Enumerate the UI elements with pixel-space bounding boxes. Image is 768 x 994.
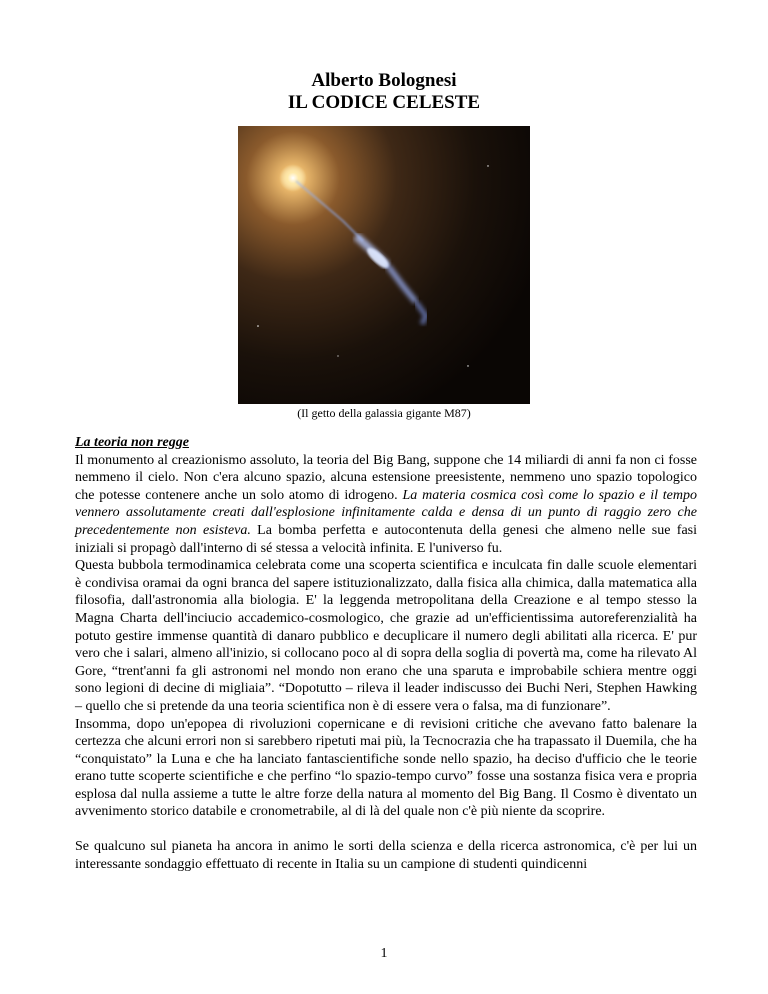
galaxy-image [238,126,530,404]
paragraph-4: Se qualcuno sul pianeta ha ancora in animo le sorti della scienza e della ricerca astronomica, c'è per lui un interessante sondaggio effettuato di recente in Italia su un campione di studenti quindicenni [75,839,697,872]
paragraph-2: Questa bubbola termodinamica celebrata come una scoperta scientifica e inculcata fin dalle scuole elementari è condivisa oramai da ogni branca del sapere istituzionalizzato, dalla fisica alla chimica, dalla matematica alla filosofia, dall'astronomia alla biologia. E' la leggenda metropolitana della Creazione e al tempo stesso la Magna Charta dell'inciucio accademico-cosmologico, che grazie ad un'efficientissima autoreferenzialità ha potuto gestire immense quantità di danaro pubblico e decuplicare il numero degli abilitati alla ricerca. E' pur vero che i salari, almeno all'inizio, si collocano poco al di sopra della soglia di povertà ma, come ha rilevato Al Gore, “trent'anni fa gli astronomi nel mondo non erano che una sparuta e improbabile schiera mentre oggi sono legioni di decine di migliaia”. “Dopotutto – rileva il leader indiscusso dei Buchi Neri, Stephen Hawking – quello che si pretende da una teoria scientifica non è di essere vera o falsa, ma di funzionare”. [75,558,697,714]
document-title: IL CODICE CELESTE [287,92,481,113]
article-body [75,434,697,873]
paragraph-1-text-b: La bomba perfetta e autocontenuta della genesi che almeno nelle sue fasi iniziali si propagò dall'interno di sé stessa a velocità infinita. E l'universo fu. [75,522,697,556]
paragraph-1-text-a: Il monumento al creazionismo assoluto, la teoria del Big Bang, suppone che 14 miliardi di anni fa non ci fosse nemmeno il cielo. Non c'era alcuno spazio, alcuna estensione preesistente, nemmeno uno spazio topologico che potesse contenere anche un solo atomo di idrogeno. [75,452,697,503]
paragraph-3: Insomma, dopo un'epopea di rivoluzioni copernicane e di revisioni critiche che avevano fatto balenare la certezza che alcuni errori non si sarebbero ripetuti mai più, la Tecnocrazia che ha trapassato il Duemila, che ha “conquistato” la Luna e che ha lanciato fantascientifiche sonde nello spazio, ha deciso d'ufficio che le teorie erano tutte scoperte scientifiche e che perfino “lo spazio-tempo curvo” fosse una sostanza fisica vera e propria esplosa dal nulla assieme a tutte le altre forze della natura al momento del Big Bang. Il Cosmo è diventato un avvenimento storico databile e cronometrabile, al di là del quale non c'è più niente da scoprire. [75,716,697,820]
paragraph-1-italic: La materia cosmica così come lo spazio e il tempo vennero assolutamente creati dall'esplosione infinitamente calda e densa di un punto di raggio zero che precedentemente non esisteva. [75,487,697,538]
author-name: Alberto Bolognesi [311,70,457,91]
m87-jet-picture [238,126,530,404]
figure-caption: (Il getto della galassia gigante M87) [297,406,471,420]
section-heading: La teoria non regge [75,435,189,450]
document-title-block [0,70,768,114]
page-number: 1 [380,946,388,961]
paragraph-1 [75,452,697,558]
